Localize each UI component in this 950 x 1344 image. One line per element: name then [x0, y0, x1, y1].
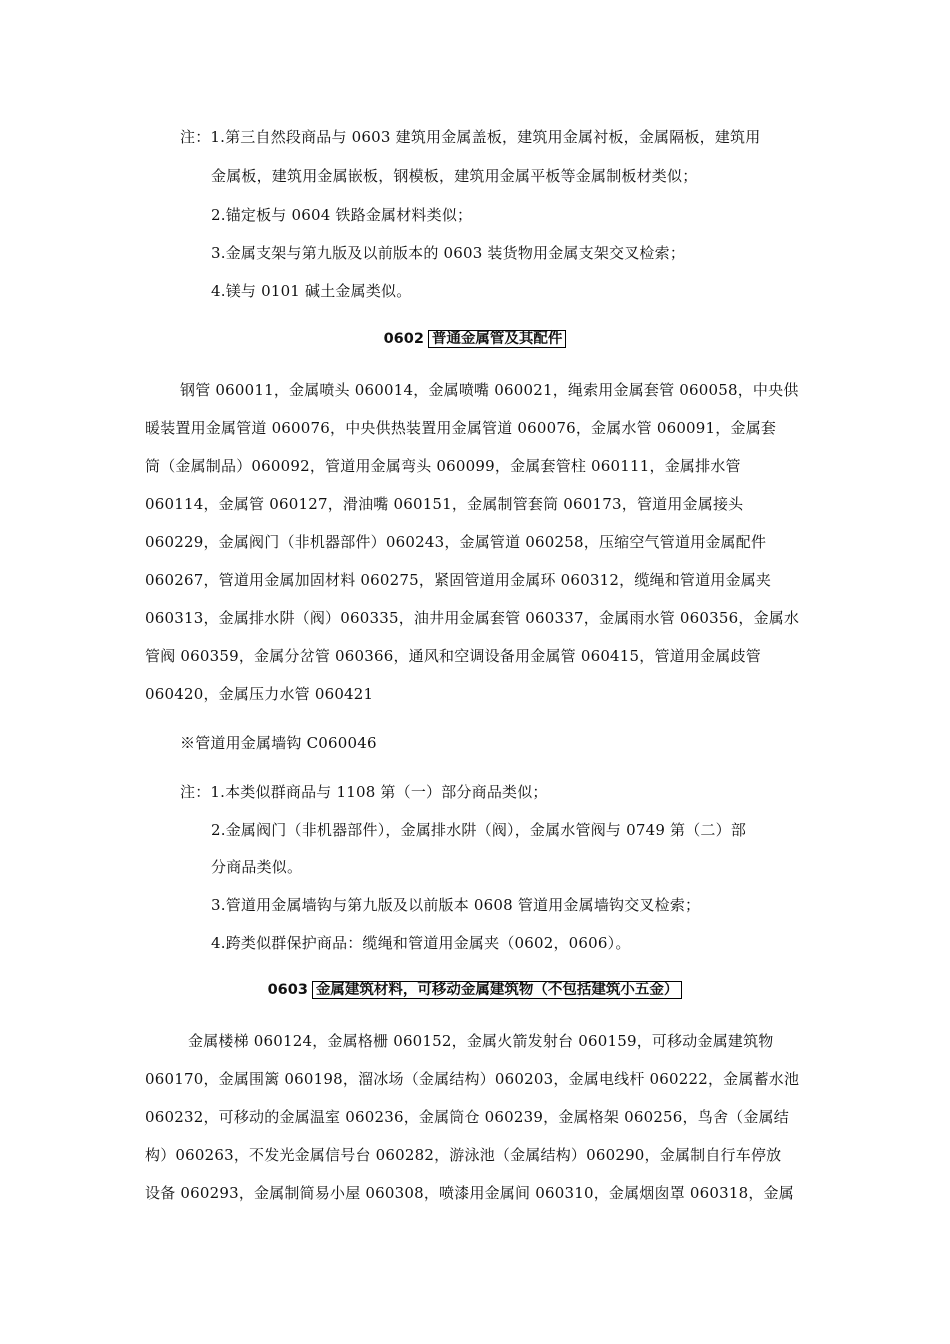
goods-line: 金属楼梯 060124，金属格栅 060152，金属火箭发射台 060159，可移动金属建筑物: [188, 1032, 774, 1050]
note-line: 4.镁与 0101 碱土金属类似。: [211, 282, 412, 300]
section-title: 金属建筑材料，可移动金属建筑物（不包括建筑小五金）: [312, 981, 683, 999]
goods-line: 060229，金属阀门（非机器部件）060243，金属管道 060258，压缩空气管道用金属配件: [145, 533, 767, 551]
section-heading-0603: [0, 979, 950, 1001]
section-heading-0602: [0, 328, 950, 350]
note-line: 注：1.本类似群商品与 1108 第（一）部分商品类似；: [180, 783, 548, 801]
goods-line: 060170，金属围篱 060198，溜冰场（金属结构）060203，金属电线杆 060222，金属蓄水池: [145, 1070, 800, 1088]
goods-line: 构）060263，不发光金属信号台 060282，游泳池（金属结构）060290，金属制自行车停放: [145, 1146, 782, 1164]
section-code: 0602: [383, 331, 424, 347]
goods-line: 设备 060293，金属制简易小屋 060308，喷漆用金属间 060310，金属烟囱罩 060318，金属: [145, 1184, 794, 1202]
goods-line: 060114，金属管 060127，滑油嘴 060151，金属制管套筒 060173，管道用金属接头: [145, 495, 744, 513]
goods-line: 060420，金属压力水管 060421: [145, 685, 374, 703]
note-line: 3.管道用金属墙钩与第九版及以前版本 0608 管道用金属墙钩交叉检索；: [211, 896, 701, 914]
goods-line: 060232，可移动的金属温室 060236，金属筒仓 060239，金属格架 060256，鸟舍（金属结: [145, 1108, 789, 1126]
note-line: 4.跨类似群保护商品：缆绳和管道用金属夹（0602，0606）。: [211, 934, 631, 952]
note-line: 3.金属支架与第九版及以前版本的 0603 装货物用金属支架交叉检索；: [211, 244, 686, 262]
extra-item: ※管道用金属墙钩 C060046: [180, 734, 377, 752]
note-line: 分商品类似。: [211, 858, 303, 876]
goods-line: 筒（金属制品）060092，管道用金属弯头 060099，金属套管柱 060111，金属排水管: [145, 457, 741, 475]
goods-line: 060313，金属排水阱（阀）060335，油井用金属套管 060337，金属雨水管 060356，金属水: [145, 609, 800, 627]
goods-line: 钢管 060011，金属喷头 060014，金属喷嘴 060021，绳索用金属套管 060058，中央供: [180, 381, 799, 399]
goods-line: 060267，管道用金属加固材料 060275，紧固管道用金属环 060312，缆绳和管道用金属夹: [145, 571, 772, 589]
section-code: 0603: [267, 982, 308, 998]
section-title: 普通金属管及其配件: [428, 330, 567, 348]
goods-line: 管阀 060359，金属分岔管 060366，通风和空调设备用金属管 060415，管道用金属歧管: [145, 647, 761, 665]
note-line: 2.锚定板与 0604 铁路金属材料类似；: [211, 206, 473, 224]
note-line: 金属板，建筑用金属嵌板，钢模板，建筑用金属平板等金属制板材类似；: [211, 167, 698, 185]
note-line: 2.金属阀门（非机器部件），金属排水阱（阀），金属水管阀与 0749 第（二）部: [211, 821, 747, 839]
goods-line: 暖装置用金属管道 060076，中央供热装置用金属管道 060076，金属水管 060091，金属套: [145, 419, 777, 437]
note-line: 注：1.第三自然段商品与 0603 建筑用金属盖板，建筑用金属衬板，金属隔板，建筑用: [180, 128, 761, 146]
